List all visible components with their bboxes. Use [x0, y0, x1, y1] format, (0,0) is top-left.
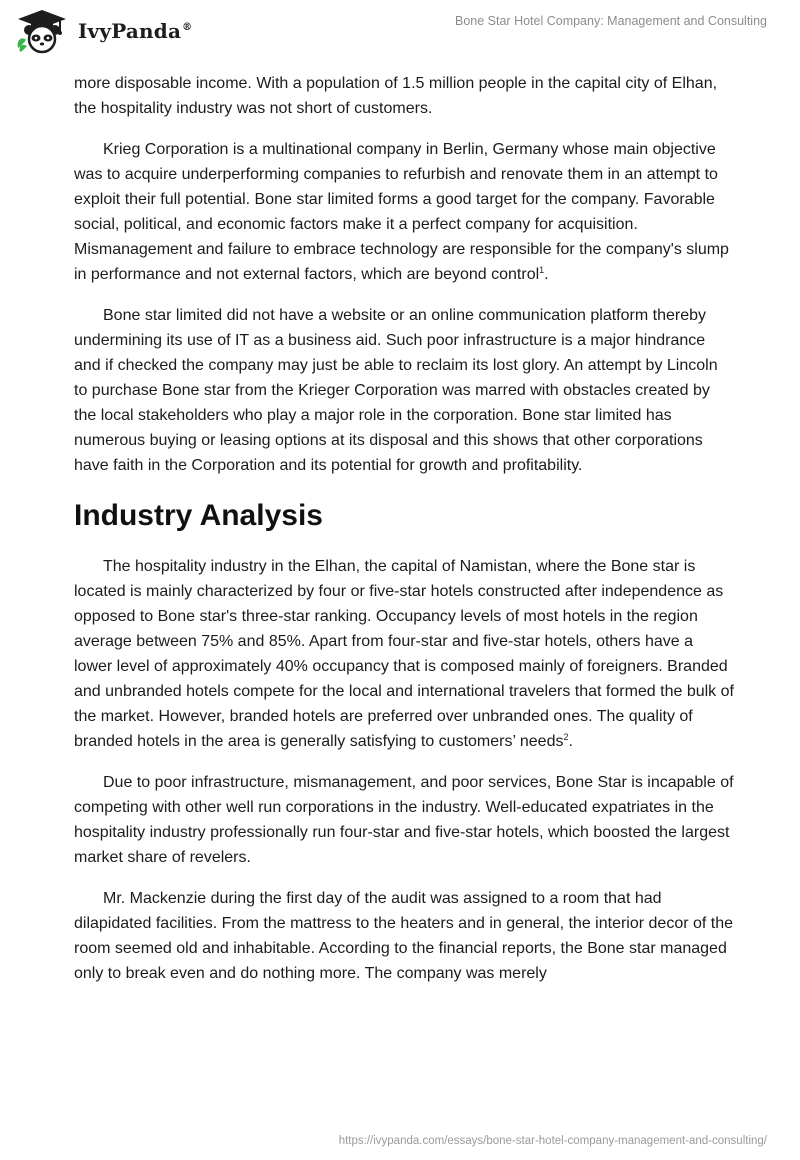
footnote-ref-2[interactable]: 2: [563, 732, 569, 742]
source-url: https://ivypanda.com/essays/bone-star-hotel-company-management-and-consulting/: [338, 1135, 767, 1147]
document-title: Bone Star Hotel Company: Management and Consulting: [455, 14, 767, 28]
essay-body: [74, 71, 734, 1002]
paragraph-1: more disposable income. With a population of 1.5 million people in the capital city of Elhan, the hospitality industry was not short of customers.: [74, 75, 718, 117]
registered-mark: ®: [182, 22, 193, 34]
paragraph-4: The hospitality industry in the Elhan, the capital of Namistan, where the Bone star is located is mainly characterized by four or five-star hotels constructed after independence as opposed to Bone star's three-star ranking. Occupancy levels of most hotels in the region average between 75% and 85%. Apart from four-star and five-star hotels, others have a lower level of approximately 40% occupancy that is composed mainly of foreigners. Branded and unbranded hotels compete for the local and international travelers that formed the bulk of the market. However, branded hotels are preferred over unbranded ones. The quality of branded hotels in the area is generally satisfying to customers’ needs$^2$.: [74, 558, 734, 750]
footnote-ref-1[interactable]: 1: [539, 265, 545, 275]
paragraph-2: Krieg Corporation is a multinational company in Berlin, Germany whose main objective was to acquire underperforming companies to refurbish and renovate them in an attempt to exploit their full potential. Bone star limited forms a good target for the company. Favorable social, political, and economic factors make it a perfect company for acquisition. Mismanagement and failure to embrace technology are responsible for the company's slump in performance and not external factors, which are beyond control$^1$.: [74, 141, 729, 283]
page-header: [0, 0, 800, 64]
panda-mascot-icon: [14, 8, 70, 54]
section-heading-industry-analysis: Industry Analysis: [74, 499, 323, 532]
ivypanda-logo[interactable]: [14, 8, 204, 58]
paragraph-6: Mr. Mackenzie during the first day of the audit was assigned to a room that had dilapidated facilities. From the mattress to the heaters and in general, the interior decor of the room seemed old and inhabitable. According to the financial reports, the Bone star managed only to break even and do nothing more. The company was merely: [74, 890, 734, 982]
logo-wordmark: IvyPanda®: [78, 19, 193, 43]
paragraph-3: Bone star limited did not have a website or an online communication platform thereby undermining its use of IT as a business aid. Such poor infrastructure is a major hindrance and if checked the company may just be able to reclaim its lost glory. An attempt by Lincoln to purchase Bone star from the Krieger Corporation was marred with obstacles created by the local stakeholders who play a major role in the corporation. Bone star limited has numerous buying or leasing options at its disposal and this shows that other corporations have faith in the Corporation and its potential for growth and profitability.: [74, 307, 718, 474]
paragraph-5: Due to poor infrastructure, mismanagement, and poor services, Bone Star is incapable of competing with other well run corporations in the industry. Well-educated expatriates in the hospitality industry professionally run four-star and five-star hotels, which boosted the largest market share of revelers.: [74, 774, 734, 866]
